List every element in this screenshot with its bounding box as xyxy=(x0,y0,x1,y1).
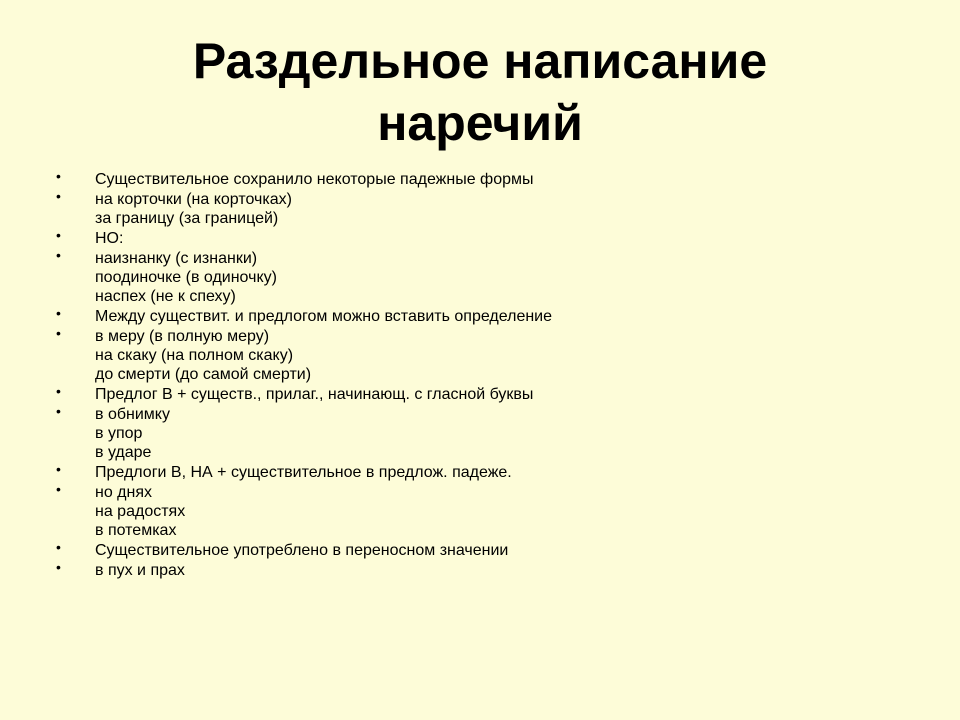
bullet-text: на скаку (на полном скаку) xyxy=(95,347,294,364)
bullet-dot-icon: • xyxy=(56,539,61,555)
bullet-text: Существительное употреблено в переносном значении xyxy=(95,542,509,559)
bullet-item xyxy=(56,327,916,384)
bullet-dot-icon: • xyxy=(56,227,61,243)
bullet-item xyxy=(56,249,916,306)
slide-title-line-2: наречий xyxy=(377,95,583,151)
bullet-text: но днях xyxy=(95,484,153,501)
bullet-dot-icon: • xyxy=(56,305,61,321)
bullet-dot-icon: • xyxy=(56,403,61,419)
bullet-item xyxy=(56,170,916,189)
bullet-text: на корточки (на корточках) xyxy=(95,191,292,208)
bullet-item xyxy=(56,463,916,482)
bullet-item xyxy=(56,307,916,326)
bullet-text: за границу (за границей) xyxy=(95,210,279,227)
bullet-item xyxy=(56,405,916,462)
bullet-text: Между существит. и предлогом можно вставить определение xyxy=(95,308,553,325)
bullet-text: Предлоги В, НА + существительное в предлож. падеже. xyxy=(95,464,512,481)
bullet-text: в обнимку xyxy=(95,406,170,423)
bullet-text: в упор xyxy=(95,425,143,442)
bullet-dot-icon: • xyxy=(56,481,61,497)
bullet-text: в меру (в полную меру) xyxy=(95,328,270,345)
bullet-item xyxy=(56,385,916,404)
slide-title-line-1: Раздельное написание xyxy=(192,33,768,89)
bullet-item xyxy=(56,190,916,228)
bullet-dot-icon: • xyxy=(56,383,61,399)
bullet-text: поодиночке (в одиночку) xyxy=(95,269,277,286)
bullet-dot-icon: • xyxy=(56,168,61,184)
bullet-item xyxy=(56,561,916,580)
slide-title xyxy=(0,30,960,154)
bullet-dot-icon: • xyxy=(56,559,61,575)
bullet-dot-icon: • xyxy=(56,325,61,341)
bullet-text: наспех (не к спеху) xyxy=(95,288,236,305)
bullet-text: наизнанку (с изнанки) xyxy=(95,250,258,267)
bullet-item xyxy=(56,541,916,560)
bullet-text: Предлог В + существ., прилаг., начинающ. с гласной буквы xyxy=(95,386,534,403)
bullet-text: в потемках xyxy=(95,522,177,539)
bullet-text: НО: xyxy=(95,230,124,247)
bullet-item xyxy=(56,229,916,248)
bullet-list xyxy=(56,170,916,581)
bullet-text: в ударе xyxy=(95,444,152,461)
bullet-dot-icon: • xyxy=(56,461,61,477)
bullet-text: на радостях xyxy=(95,503,186,520)
bullet-item xyxy=(56,483,916,540)
bullet-text: в пух и прах xyxy=(95,562,185,579)
bullet-dot-icon: • xyxy=(56,188,61,204)
bullet-text: до смерти (до самой смерти) xyxy=(95,366,312,383)
bullet-text: Существительное сохранило некоторые падежные формы xyxy=(95,171,534,188)
bullet-dot-icon: • xyxy=(56,247,61,263)
